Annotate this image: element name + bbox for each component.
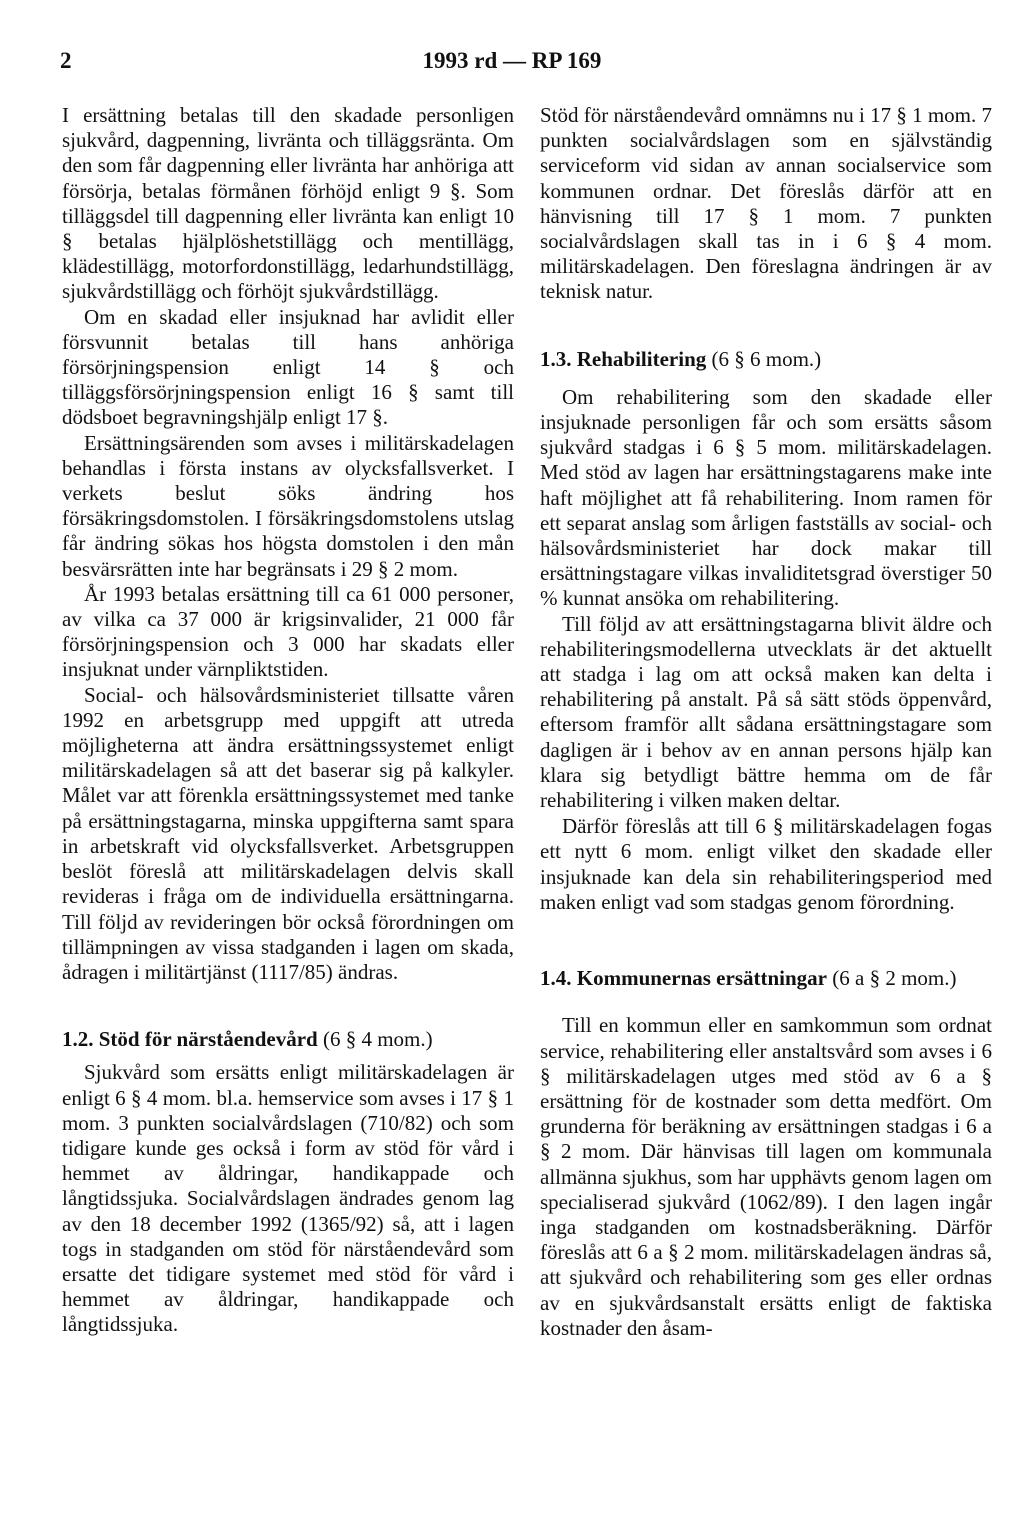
paragraph: Om en skadad eller insjuknad har avlidit eller försvunnit betalas till hans anhöriga försörjningspension enligt 14 § och tilläggsförsörjningspension enligt 16 § samt till dödsboet begravningshjälp enligt 17 §. [62,304,514,430]
paragraph: Ersättningsärenden som avses i militärskadelagen behandlas i första instans av olycksfallsverket. I verkets beslut söks ändring hos försäkringsdomstolen. I försäkringsdomstolens utslag får ändring sökas hos högsta domstolen i den mån besvärsrätten inte har begränsats i 29 § 2 mom. [62,430,514,581]
paragraph: Till en kommun eller en samkommun som ordnat service, rehabilitering eller anstaltsvård som avses i 6 § militärskadelagen utges med stöd av 6 a § ersättning för de kostnader som detta medfört. Om grunderna för beräkning av ersättningen stadgas i 6 a § 2 mom. Där hänvisas till lagen om kommunala allmänna sjukhus, som har upphävts genom lagen om specialiserad sjukvård (1062/89). I den lagen ingår inga stadganden om kostnadsberäkning. Därför föreslås att 6 a § 2 mom. militärskadelagen ändras så, att sjukvård och rehabilitering som ges eller ordnas av en sjukvårdsanstalt ersätts enligt de faktiska kostnader den åsam- [540,1013,992,1340]
section-reference: (6 a § 2 mom.) [832,966,957,991]
paragraph: I ersättning betalas till den skadade personligen sjukvård, dagpenning, livränta och tilläggsränta. Om den som får dagpenning eller livränta har anhöriga att försörja, betalas förmånen förhöjd enligt 9 §. Som tilläggsdel till dagpenning eller livränta kan enligt 10 § betalas hjälplöshetstillägg och mentillägg, klädestillägg, motorfordonstillägg, ledarhundstillägg, sjukvårdstillägg och förhöjt sjukvårdstillägg. [62,103,514,304]
left-column [62,103,514,1338]
section-reference: (6 § 4 mom.) [322,1027,433,1052]
paragraph: Social- och hälsovårdsministeriet tillsatte våren 1992 en arbetsgrupp med uppgift att utreda möjligheterna att ändra ersättningssystemet enligt militärskadelagen så att det baserar sig på kalkyler. Målet var att förenkla ersättningssystemet med tanke på ersättningstagarna, minska uppgifterna samt spara in arbetskraft vid olycksfallsverket. Arbetsgruppen beslöt föreslå att militärskadelagen delvis skall revideras i fråga om de individuella ersättningarna. Till följd av revideringen bör också förordningen om tillämpningen av vissa stadganden i lagen om skada, ådragen i militärtjänst (1117/85) ändras. [62,682,514,984]
section-heading-1-3 [540,347,992,372]
paragraph: Stöd för närståendevård omnämns nu i 17 § 1 mom. 7 punkten socialvårdslagen som en självständig serviceform vid sidan av annan socialservice som kommunen ordnar. Det föreslås därför att en hänvisning till 17 § 1 mom. 7 punkten socialvårdslagen skall tas in i 6 § 4 mom. militärskadelagen. Den föreslagna ändringen är av teknisk natur. [540,103,993,304]
running-head: 1993 rd — RP 169 [422,48,602,73]
section-number: 1.3. [540,346,572,371]
section-number: 1.2. [62,1027,94,1052]
paragraph: Sjukvård som ersätts enligt militärskadelagen är enligt 6 § 4 mom. bl.a. hemservice som avses i 17 § 1 mom. 3 punkten socialvårdslagen (710/82) och som tidigare kunde ges också i form av stöd för vård i hemmet av åldringar, handikappade och långtidssjuka. Socialvårdslagen ändrades genom lag av den 18 december 1992 (1365/92) så, att i lagen togs in stadganden om stöd för närståendevård som ersatte det tidigare systemet med stöd för vård i hemmet av åldringar, handikappade och långtidssjuka. [62,1060,514,1337]
paragraph: År 1993 betalas ersättning till ca 61 000 personer, av vilka ca 37 000 är krigsinvalider, 21 000 får försörjningspension och 3 000 har skadats eller insjuknat under värnpliktstiden. [62,581,514,682]
paragraph: Till följd av att ersättningstagarna blivit äldre och rehabiliteringsmodellerna utvecklats är det aktuellt att stadga i lag om att också maken kan delta i rehabilitering på anstalt. På så sätt stöds öppenvård, eftersom framför allt sådana ersättningstagare som dagligen är i behov av en annan persons hjälp kan klara sig betydligt bättre hemma om de får rehabilitering i vilken maken deltar. [540,611,992,813]
section-number: 1.4. [540,966,572,991]
section-reference: (6 § 6 mom.) [711,346,822,371]
section-heading-1-2 [62,1027,514,1052]
paragraph: Därför föreslås att till 6 § militärskadelagen fogas ett nytt 6 mom. enligt vilket den skadade eller insjuknade kan dela sin rehabiliteringsperiod med maken enligt vad som stadgas genom förordning. [540,814,992,914]
paragraph: Om rehabilitering som den skadade eller insjuknade personligen får och som ersätts såsom sjukvård stadgas i 6 § 5 mom. militärskadelagen. Med stöd av lagen har ersättningstagarens make inte haft möjlighet att få rehabilitering. Inom ramen för ett separat anslag som årligen fastställs av social- och hälsovårdsministeriet har dock makar till ersättningstagare vilkas invaliditetsgrad överstiger 50 % kunnat ansöka om rehabilitering. [540,384,992,611]
page-number: 2 [60,48,72,73]
section-title: Kommunernas ersättningar [576,966,827,991]
section-title: Stöd för närståendevård [98,1027,318,1052]
right-column [540,103,992,1341]
section-heading-1-4 [540,966,992,991]
section-title: Rehabilitering [576,346,707,371]
